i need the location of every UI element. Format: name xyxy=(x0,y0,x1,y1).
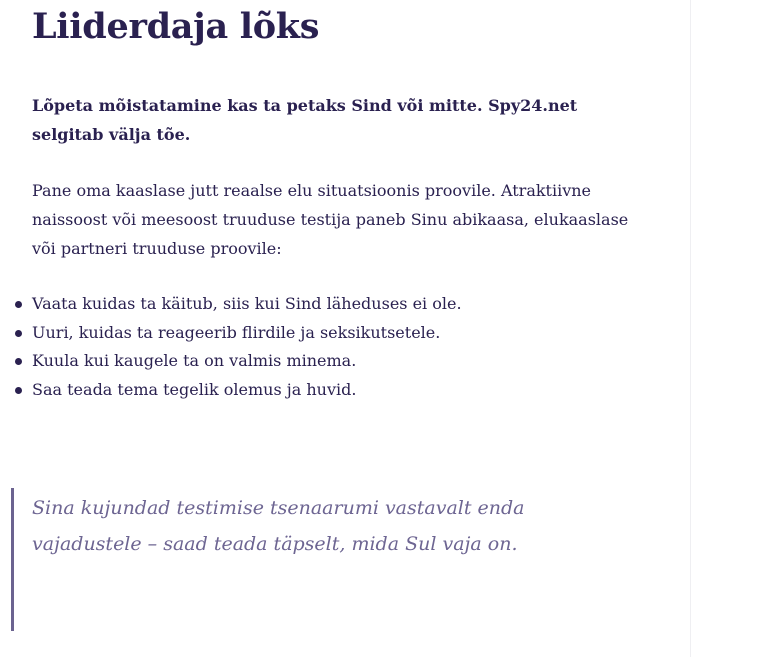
list-item-text: Kuula kui kaugele ta on valmis minema. xyxy=(32,351,357,370)
list-item-text: Saa teada tema tegelik olemus ja huvid. xyxy=(32,379,357,399)
lead-paragraph: Lõpeta mõistatamine kas ta petaks Sind või mitte. Spy24.net selgitab välja tõe. xyxy=(32,96,578,144)
sidebar-divider xyxy=(690,0,691,657)
pull-quote xyxy=(11,488,634,631)
bullet-icon xyxy=(15,330,22,337)
pull-quote-text: Sina kujundad testimise tsenaarumi vastavalt enda vajadustele – saad teada täpselt, mida Sul vaja on. xyxy=(32,497,525,555)
list-item-text: Vaata kuidas ta käitub, siis kui Sind läheduses ei ole. xyxy=(32,294,462,313)
list-item xyxy=(0,376,640,405)
list-item-text: Uuri, kuidas ta reageerib flirdile ja seksikutsetele. xyxy=(32,322,441,342)
intro-paragraph: Pane oma kaaslase jutt reaalse elu situatsioonis proovile. Atraktiivne naissoost või meesoost truuduse testija paneb Sinu abikaasa, elukaaslase või partneri truuduse proovile: xyxy=(32,181,629,258)
list-item xyxy=(0,290,640,319)
bullet-icon xyxy=(15,358,22,365)
bullet-icon xyxy=(15,387,22,394)
bullet-icon xyxy=(15,301,22,308)
bullet-list xyxy=(0,290,640,404)
list-item xyxy=(0,319,640,348)
list-item xyxy=(0,347,640,376)
page-title: Liiderdaja lõks xyxy=(32,6,320,47)
